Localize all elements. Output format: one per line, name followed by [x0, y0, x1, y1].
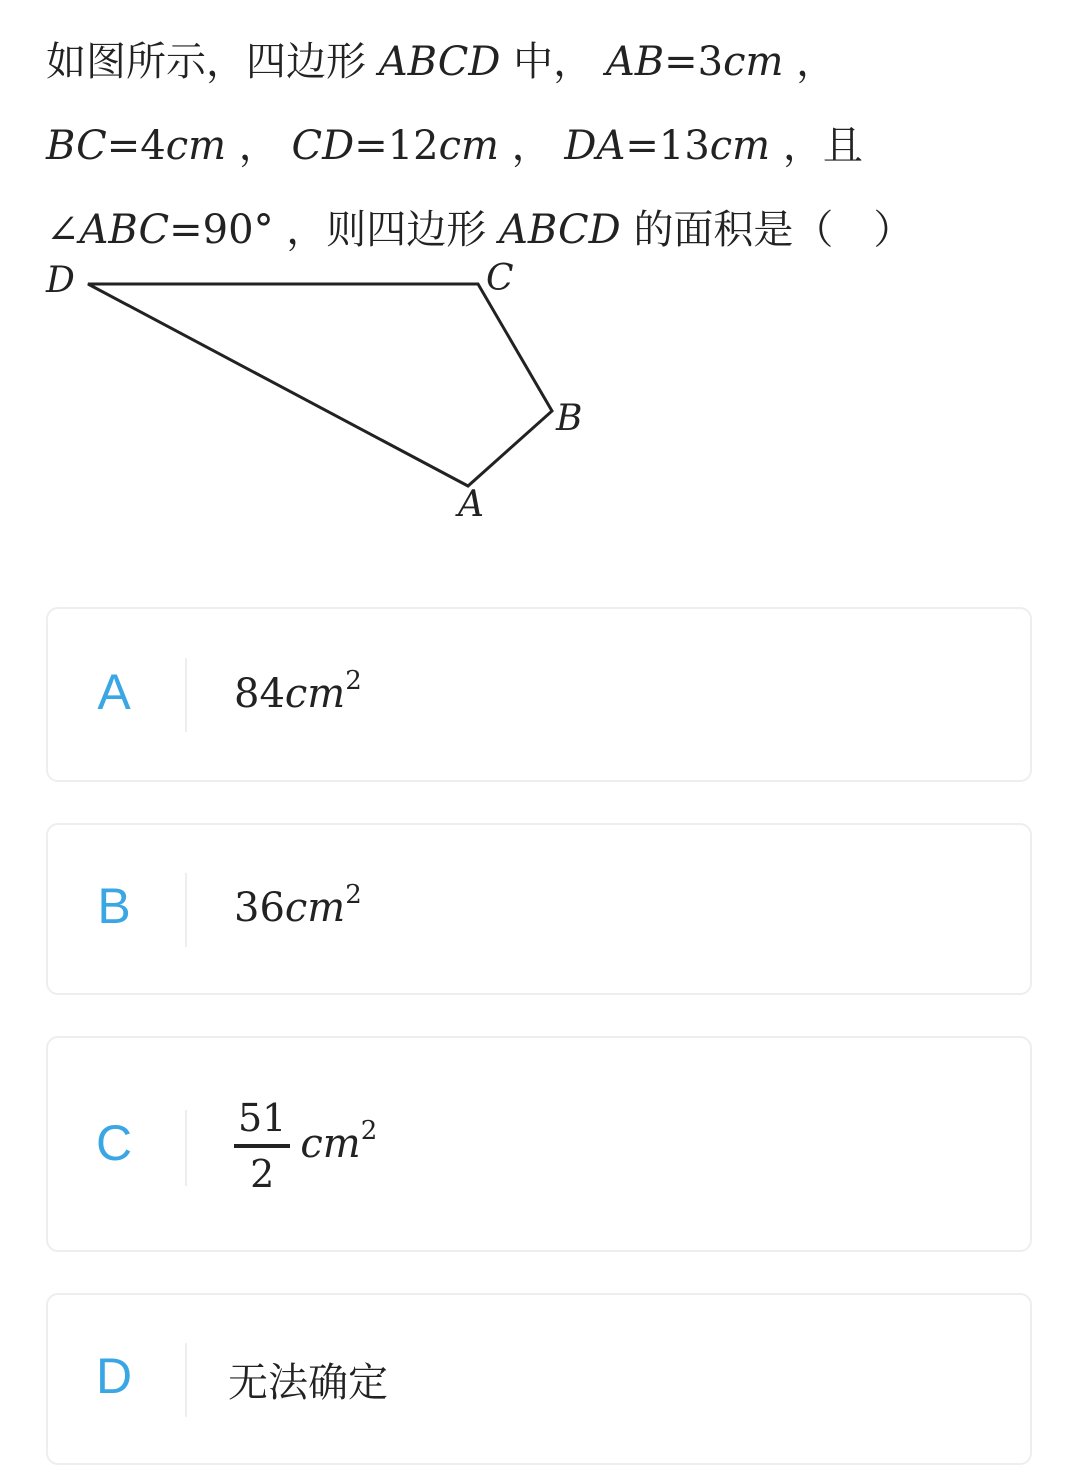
question-conjunction: ，且: [782, 123, 863, 169]
side-cd-unit: cm: [438, 123, 499, 169]
fraction-denominator: 2: [250, 1152, 275, 1196]
equals-sign: =: [106, 123, 141, 169]
option-c-unit: cm: [300, 1121, 361, 1167]
side-bc-label: BC: [46, 123, 107, 169]
question-suffix: ，则四边形: [286, 207, 487, 253]
angle-value: 90°: [202, 207, 274, 253]
equals-sign: =: [664, 39, 698, 85]
angle-symbol: ∠: [46, 207, 80, 253]
side-ab-value: 3: [697, 39, 724, 85]
option-c[interactable]: [46, 1036, 1032, 1252]
option-c-exponent: 2: [360, 1116, 378, 1146]
option-b-exponent: 2: [345, 880, 362, 910]
vertex-b-label: B: [556, 398, 583, 439]
option-a-exponent: 2: [345, 666, 362, 696]
shape-name: ABCD: [499, 207, 621, 253]
option-d-letter: D: [95, 1348, 133, 1404]
equals-sign: =: [169, 207, 203, 253]
option-b-letter: B: [97, 878, 131, 934]
option-c-content: [234, 1096, 377, 1196]
side-bc-unit: cm: [165, 123, 227, 169]
side-cd-value: 12: [387, 123, 439, 169]
option-a-letter: A: [97, 664, 131, 720]
option-divider: [185, 1110, 187, 1186]
equals-sign: =: [354, 123, 388, 169]
side-ab-label: AB: [605, 39, 665, 85]
option-c-letter: C: [95, 1115, 133, 1171]
question-line-2: [46, 104, 1036, 188]
side-da-unit: cm: [709, 123, 771, 169]
comma: ，: [238, 123, 279, 169]
equals-sign: =: [625, 123, 659, 169]
side-cd-label: CD: [291, 123, 355, 169]
vertex-a-label: A: [458, 484, 484, 525]
option-divider: [185, 873, 187, 947]
side-ab-unit: cm: [723, 39, 784, 85]
angle-name: ABC: [79, 207, 170, 253]
option-c-fraction: [234, 1096, 290, 1196]
option-divider: [185, 1343, 187, 1417]
question-text: [46, 20, 1036, 272]
fraction-numerator: 51: [234, 1096, 290, 1148]
option-a-content: [234, 666, 362, 717]
option-a[interactable]: [46, 607, 1032, 782]
option-divider: [185, 658, 187, 732]
side-bc-value: 4: [140, 123, 166, 169]
option-a-unit: cm: [284, 671, 346, 717]
question-tail: 的面积是（ ）: [633, 207, 914, 253]
quadrilateral-shape: [88, 284, 552, 486]
question-middle: 中，: [513, 39, 594, 85]
shape-name: ABCD: [378, 39, 501, 85]
question-prefix: 如图所示，四边形: [46, 39, 366, 85]
option-d[interactable]: [46, 1293, 1032, 1465]
side-da-value: 13: [658, 123, 710, 169]
comma: ，: [511, 123, 552, 169]
vertex-c-label: C: [486, 258, 514, 299]
comma: ，: [796, 39, 837, 85]
option-b[interactable]: [46, 823, 1032, 995]
vertex-d-label: D: [46, 260, 75, 301]
question-line-1: [46, 20, 1036, 104]
option-b-content: [234, 880, 362, 931]
side-da-label: DA: [564, 123, 626, 169]
option-b-unit: cm: [284, 885, 346, 931]
option-a-number: 84: [234, 671, 285, 717]
option-d-text: 无法确定: [228, 1360, 388, 1406]
quadrilateral-diagram: [40, 250, 600, 530]
option-b-number: 36: [234, 885, 285, 931]
